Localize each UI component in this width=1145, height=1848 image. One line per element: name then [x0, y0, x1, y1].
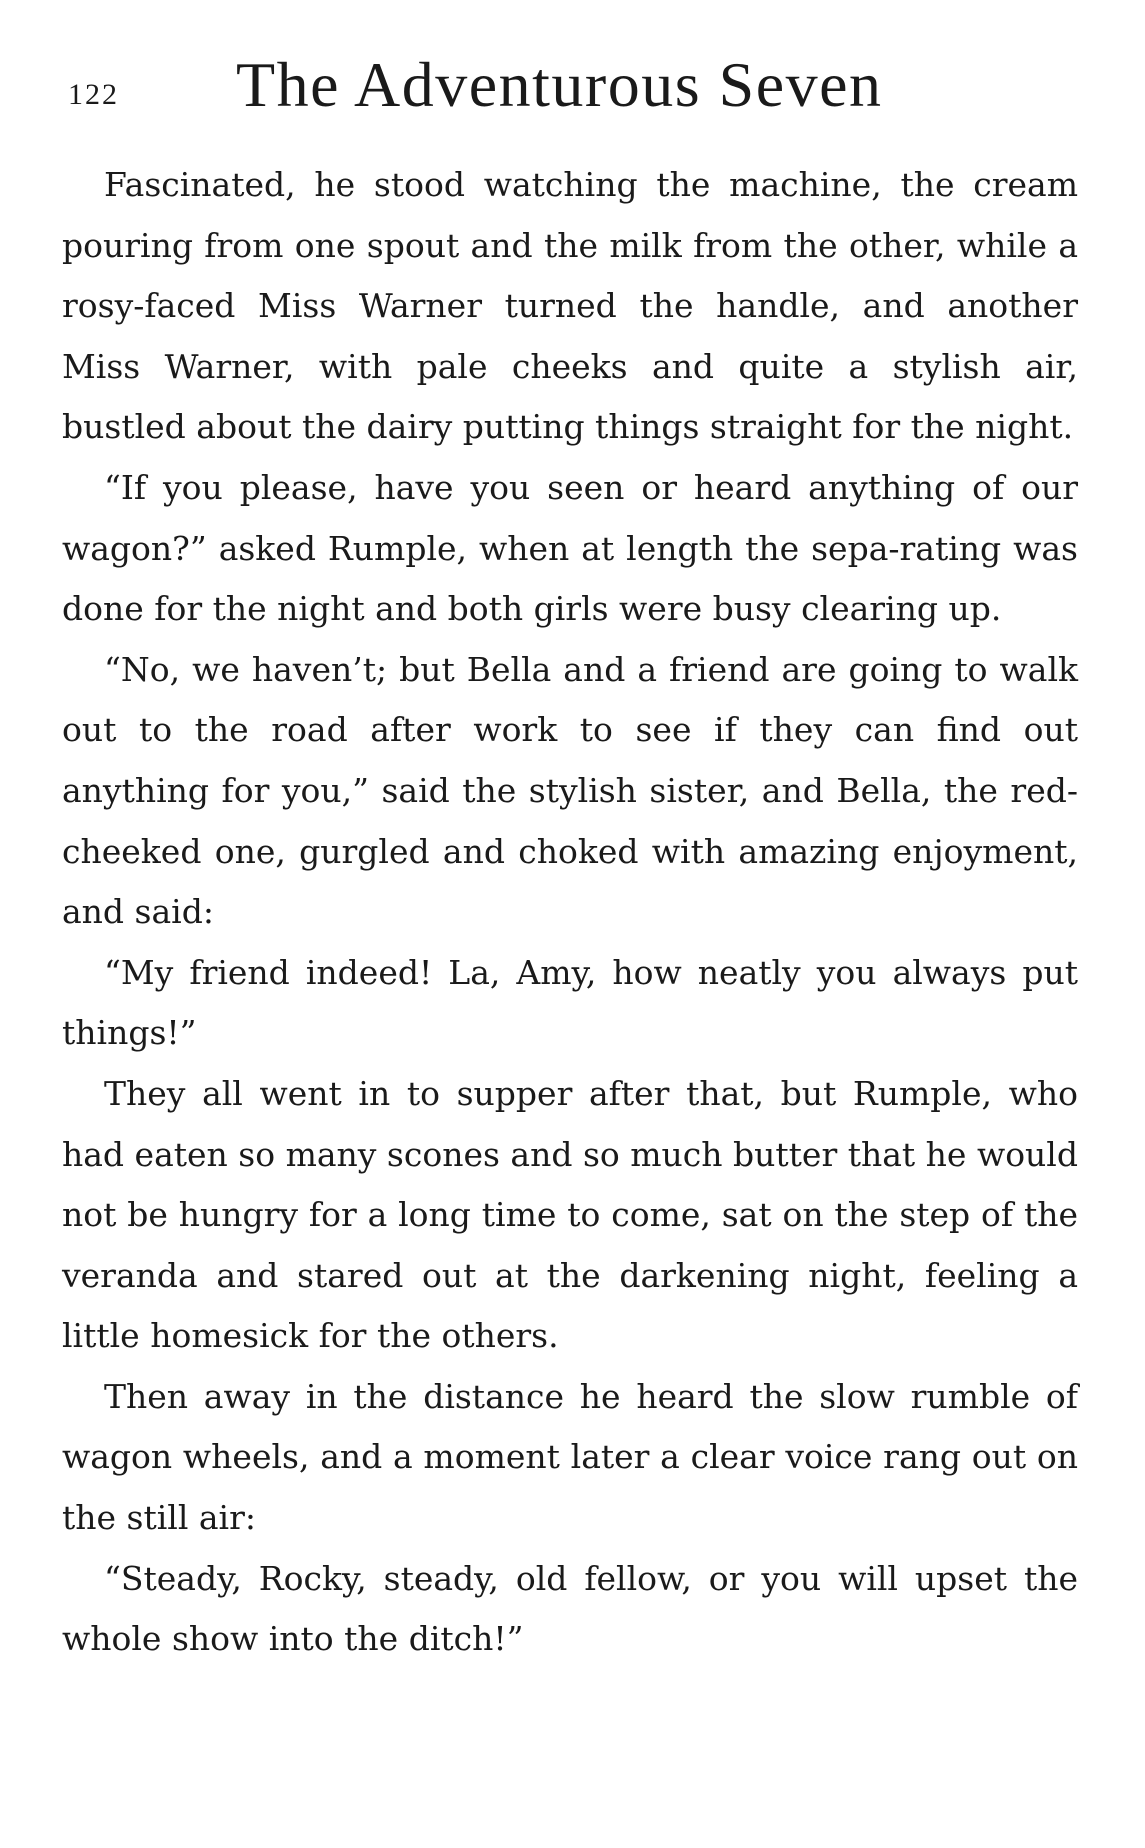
- paragraph: They all went in to supper after that, but Rumple, who had eaten so many scones and so much butter that he would not be hungry for a long time to come, sat on the step of the veranda and stared out at the darkening night, feeling a little homesick for the others.: [62, 1073, 1078, 1356]
- page-number: 122: [68, 78, 119, 111]
- paragraph: “My friend indeed! La, Amy, how neatly you always put things!”: [62, 952, 1078, 1053]
- paragraph: Fascinated, he stood watching the machine, the cream pouring from one spout and the milk from the other, while a rosy-faced Miss Warner turned the handle, and another Miss Warner, with pale cheeks and quite a stylish air, bustled about the dairy putting things straight for the night.: [62, 165, 1078, 447]
- page-header: [60, 48, 1080, 128]
- paragraph: “No, we haven’t; but Bella and a friend are going to walk out to the road after work to see if they can find out anything for you,” said the stylish sister, and Bella, the red-cheeked one, gurgled and choked with amazing enjoyment, and said:: [62, 649, 1078, 932]
- body-text: [62, 155, 1078, 1670]
- paragraph: “If you please, have you seen or heard anything of our wagon?” asked Rumple, when at length the sepa-rating was done for the night and both girls were busy clearing up.: [62, 467, 1078, 629]
- running-title: The Adventurous Seven: [236, 49, 883, 120]
- paragraph: “Steady, Rocky, steady, old fellow, or you will upset the whole show into the ditch!”: [62, 1558, 1078, 1659]
- paragraph: Then away in the distance he heard the slow rumble of wagon wheels, and a moment later a clear voice rang out on the still air:: [62, 1376, 1078, 1538]
